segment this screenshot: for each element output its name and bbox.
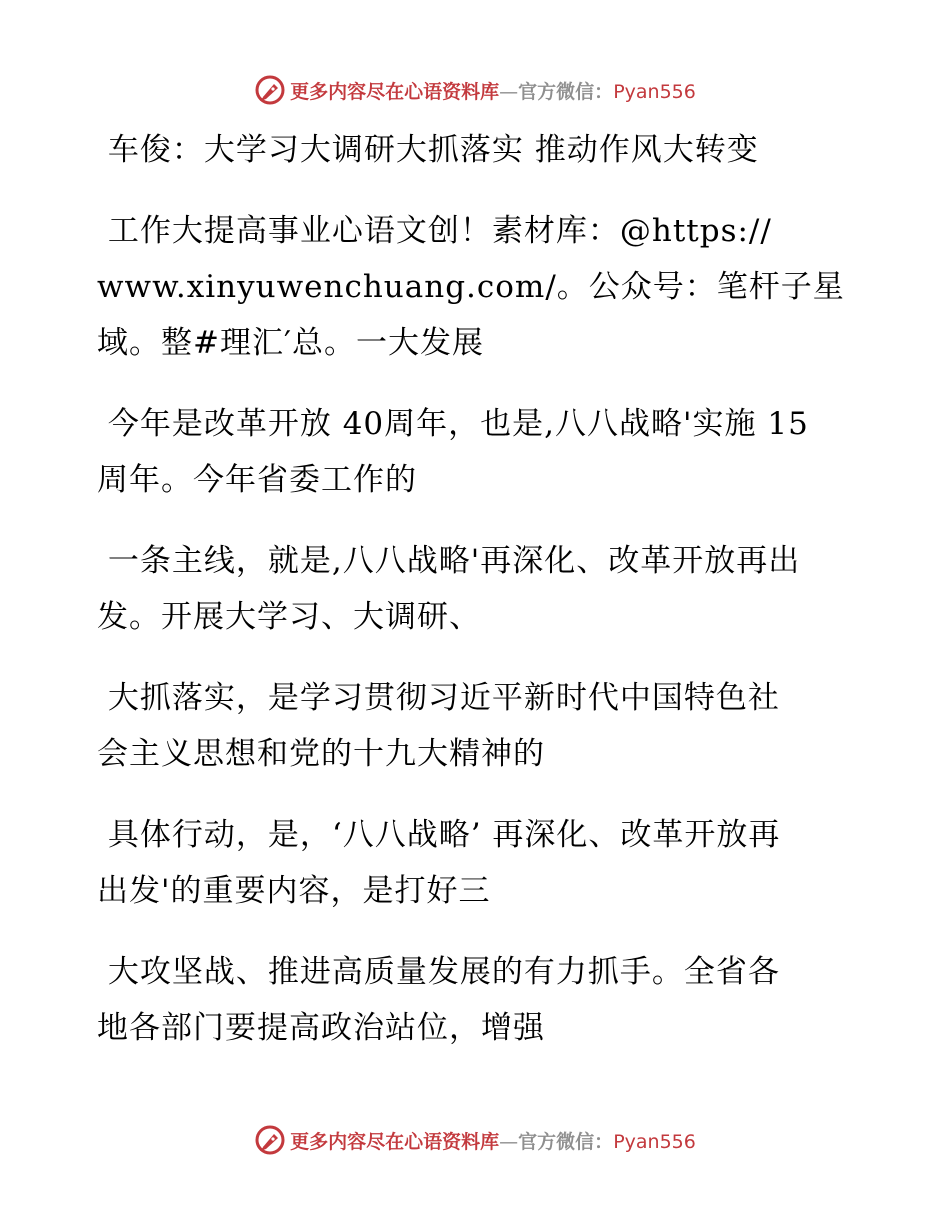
paragraph: 一条主线，就是,八八战略'再深化、改革开放再出 发。开展大学习、大调研、 (97, 543, 801, 635)
header-banner (0, 70, 950, 110)
paragraph: 具体行动，是，‘八八战略’ 再深化、改革开放再 出发'的重要内容，是打好三 (97, 817, 781, 909)
header-text (290, 77, 696, 104)
paragraph-title: 车俊：大学习大调研大抓落实 推动作风大转变 (97, 132, 759, 168)
paragraph: 工作大提高事业心语文创！素材库：@https:// www.xinyuwenchuang.com/。公众号：笔杆子星 域。整#理汇′总。一大发展 (97, 213, 845, 361)
header-dash: — (499, 80, 519, 103)
header-main-text: 更多内容尽在心语资料库 (290, 80, 500, 103)
header-wechat-label: 官方微信： (518, 80, 614, 103)
pen-nib-logo-icon (254, 74, 286, 106)
footer-banner (0, 1120, 950, 1160)
footer-wechat-id: Pyan556 (613, 1130, 696, 1153)
footer-dash: — (499, 1130, 519, 1153)
pen-nib-logo-icon (254, 1124, 286, 1156)
footer-wechat-label: 官方微信： (518, 1130, 614, 1153)
document-body (97, 122, 857, 1081)
footer-text (290, 1127, 696, 1154)
paragraph: 大抓落实，是学习贯彻习近平新时代中国特色社 会主义思想和党的十九大精神的 (97, 680, 780, 772)
paragraph: 大攻坚战、推进高质量发展的有力抓手。全省各 地各部门要提高政治站位，增强 (97, 954, 780, 1046)
header-wechat-id: Pyan556 (613, 80, 696, 103)
footer-main-text: 更多内容尽在心语资料库 (290, 1130, 500, 1153)
paragraph: 今年是改革开放 40周年，也是,八八战略'实施 15 周年。今年省委工作的 (97, 406, 809, 498)
